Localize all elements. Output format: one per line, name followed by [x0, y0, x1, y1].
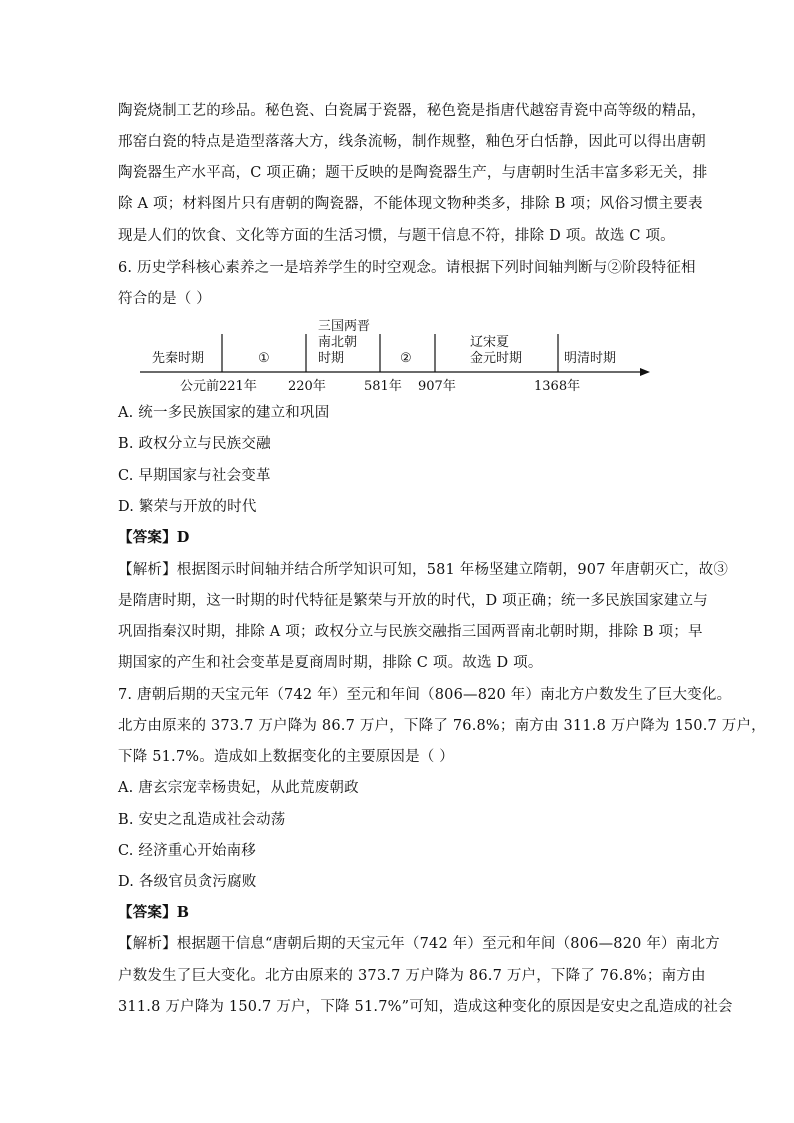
- question-7-stem: 7. 唐朝后期的天宝元年（742 年）至元和年间（806—820 年）南北方户数发生了巨大变化。: [118, 687, 732, 703]
- explanation-line: 【解析】根据图示时间轴并结合所学知识可知，581 年杨坚建立隋朝，907 年唐朝灭亡，故③: [118, 562, 729, 578]
- explanation-line: 巩固指秦汉时期，排除 A 项；政权分立与民族交融指三国两晋南北朝时期，排除 B 项；早: [118, 624, 703, 640]
- option-b: B. 政权分立与民族交融: [118, 436, 271, 452]
- timeline-label-xianqin: 先秦时期: [152, 351, 205, 366]
- timeline-label-liaosongxia: 辽宋夏: [470, 335, 510, 350]
- timeline-label-shiqi: 时期: [318, 351, 345, 366]
- timeline-label-1: ①: [258, 351, 270, 366]
- timeline-year-1368: 1368年: [534, 379, 581, 394]
- option-d: D. 繁荣与开放的时代: [118, 499, 257, 515]
- paragraph-line: 除 A 项；材料图片只有唐朝的陶瓷器，不能体现文物种类多，排除 B 项；风俗习惯主要表: [118, 196, 703, 212]
- timeline-label-jinyuan: 金元时期: [470, 351, 523, 366]
- explanation-line: 期国家的产生和社会变革是夏商周时期，排除 C 项。故选 D 项。: [118, 655, 543, 671]
- timeline-arrow-icon: [640, 368, 650, 376]
- option-b: B. 安史之乱造成社会动荡: [118, 812, 286, 828]
- paragraph-line: 现是人们的饮食、文化等方面的生活习惯，与题干信息不符，排除 D 项。故选 C 项。: [118, 228, 675, 244]
- timeline-year-221bc: 公元前221年: [180, 379, 257, 394]
- option-c: C. 早期国家与社会变革: [118, 468, 271, 484]
- timeline-year-220: 220年: [288, 379, 326, 394]
- paragraph-line: 陶瓷烧制工艺的珍品。秘色瓷、白瓷属于瓷器，秘色瓷是指唐代越窑青瓷中高等级的精品，: [118, 103, 706, 119]
- question-7-stem-cont: 下降 51.7%。造成如上数据变化的主要原因是（ ）: [118, 749, 454, 765]
- answer-label: 【答案】B: [118, 904, 190, 921]
- timeline-label-2: ②: [400, 351, 412, 366]
- question-6-stem-cont: 符合的是（ ）: [118, 291, 212, 307]
- timeline-label-sanguo: 三国两晋: [318, 319, 371, 334]
- option-a: A. 统一多民族国家的建立和巩固: [118, 405, 330, 421]
- explanation-line: 是隋唐时期，这一时期的时代特征是繁荣与开放的时代，D 项正确；统一多民族国家建立与: [118, 593, 708, 609]
- timeline-svg: [140, 318, 650, 394]
- option-c: C. 经济重心开始南移: [118, 843, 256, 859]
- paragraph-line: 陶瓷器生产水平高，C 项正确；题干反映的是陶瓷器生产，与唐朝时生活丰富多彩无关，排: [118, 165, 708, 181]
- question-7-stem-cont: 北方由原来的 373.7 万户降为 86.7 万户，下降了 76.8%；南方由 311.8 万户降为 150.7 万户，: [118, 718, 766, 734]
- answer-label: 【答案】D: [118, 529, 190, 546]
- timeline-figure: [140, 318, 650, 394]
- timeline-year-907: 907年: [418, 379, 456, 394]
- explanation-line: 户数发生了巨大变化。北方由原来的 373.7 万户降为 86.7 万户，下降了 76.8%；南方由: [118, 968, 706, 984]
- question-6-stem: 6. 历史学科核心素养之一是培养学生的时空观念。请根据下列时间轴判断与②阶段特征相: [118, 260, 696, 276]
- timeline-label-nanbeichao: 南北朝: [318, 335, 358, 350]
- timeline-label-mingqing: 明清时期: [564, 351, 617, 366]
- explanation-line: 311.8 万户降为 150.7 万户，下降 51.7%”可知，造成这种变化的原因是安史之乱造成的社会: [118, 999, 733, 1015]
- option-a: A. 唐玄宗宠幸杨贵妃，从此荒废朝政: [118, 780, 359, 796]
- paragraph-line: 邢窑白瓷的特点是造型落落大方，线条流畅，制作规整，釉色牙白恬静，因此可以得出唐朝: [118, 134, 706, 150]
- explanation-line: 【解析】根据题干信息“唐朝后期的天宝元年（742 年）至元和年间（806—820 年）南北方: [118, 936, 720, 952]
- timeline-year-581: 581年: [364, 379, 402, 394]
- option-d: D. 各级官员贪污腐败: [118, 874, 257, 890]
